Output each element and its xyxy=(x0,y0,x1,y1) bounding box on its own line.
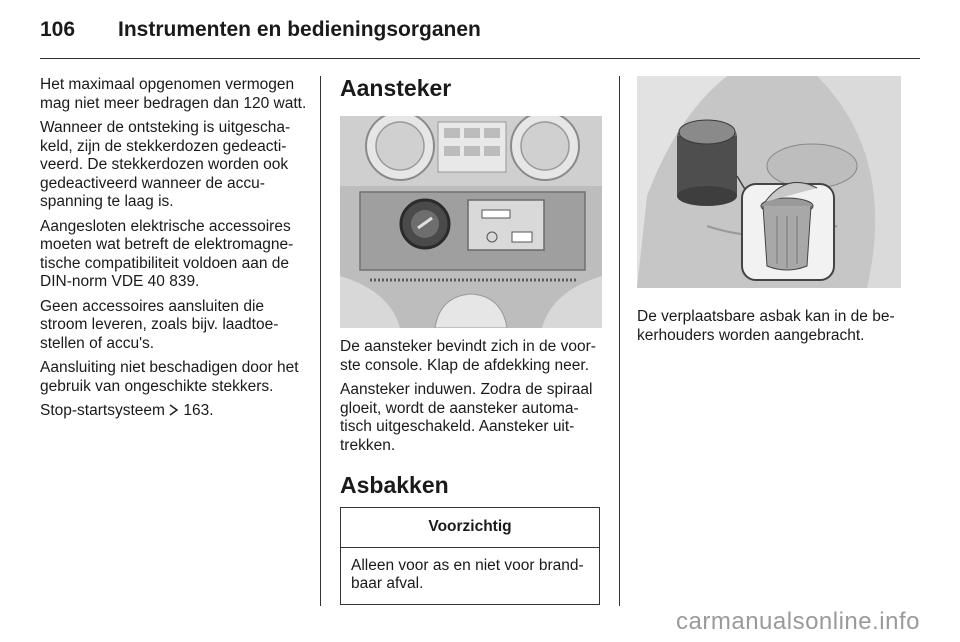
paragraph-plugs: Aansluiting niet beschadigen door het gebruik van ongeschikte stekkers. xyxy=(40,359,299,395)
cigarette-lighter-figure xyxy=(340,116,602,328)
watermark: carmanualsonline.info xyxy=(676,608,920,635)
ashtray-caption: De verplaatsbare asbak kan in de be-kerhouders worden aangebracht. xyxy=(637,308,895,344)
cross-reference-page: 163. xyxy=(183,402,214,419)
column-divider-left xyxy=(320,76,321,606)
caution-title: Voorzichtig xyxy=(341,508,599,548)
caution-box xyxy=(340,507,600,605)
column-2 xyxy=(340,74,605,605)
column-3 xyxy=(637,76,902,351)
paragraph-power: Het maximaal opgenomen vermogen mag niet meer bedragen dan 120 watt. xyxy=(40,76,307,112)
heading-aansteker: Aansteker xyxy=(340,75,452,101)
page-number: 106 xyxy=(40,18,76,41)
column-divider-right xyxy=(619,76,620,606)
paragraph-lighter-location: De aansteker bevindt zich in de voor-ste console. Klap de afdekking neer. xyxy=(340,338,596,374)
paragraph-ignition: Wanneer de ontsteking is uitgescha-keld, zijn de stekkerdozen gedeacti-veerd. De stekkerdozen worden ook gedeactiveerd wanneer de accu-spanning te laag is. xyxy=(40,119,291,210)
column-1 xyxy=(40,76,308,428)
caution-text: Alleen voor as en niet voor brand-baar afval. xyxy=(351,556,584,592)
paragraph-emc: Aangesloten elektrische accessoires moeten wat betreft de elektromagne-tische compatibiliteit voldoen aan de DIN-norm VDE 40 839. xyxy=(40,217,294,290)
reference-arrow-icon xyxy=(169,404,183,419)
paragraph-no-charging: Geen accessoires aansluiten die stroom leveren, zoals bijv. laadtoe-stellen of accu's. xyxy=(40,297,279,352)
paragraph-lighter-use: Aansteker induwen. Zodra de spiraal gloeit, wordt de aansteker automa-tisch uitgeschakeld. Aansteker uit-trekken. xyxy=(340,381,593,454)
heading-asbakken: Asbakken xyxy=(340,472,449,498)
ashtray-figure xyxy=(637,76,901,288)
cross-reference[interactable] xyxy=(40,402,308,422)
header-rule xyxy=(40,58,920,59)
page-header-title: Instrumenten en bedieningsorganen xyxy=(118,18,481,41)
cross-reference-text: Stop-startsysteem xyxy=(40,402,165,419)
